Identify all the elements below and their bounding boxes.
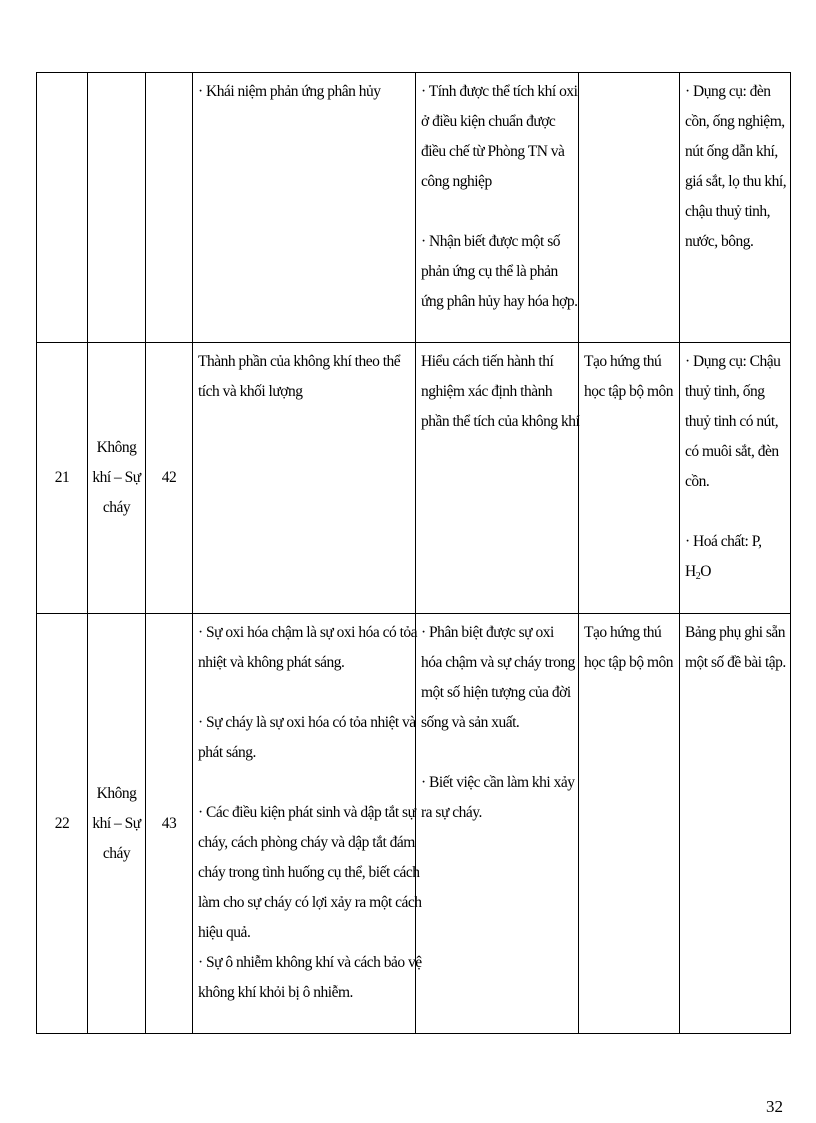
attitude-cell [579,73,680,343]
equipment-text-line: nước, bông. [685,233,754,250]
skills-text-line: ra sự cháy. [421,804,482,821]
skills-text-line [421,197,574,227]
equipment-text-line: Bảng phụ ghi sẵn [685,624,786,641]
equipment-text-line: một số đề bài tập. [685,654,786,671]
equipment-cell [680,73,791,343]
knowledge-text-line: cháy trong tình huống cụ thể, biết cách [198,864,420,881]
period-cell [146,343,193,614]
equipment-text-line: cồn, ống nghiệm, [685,113,785,130]
table-row [37,614,791,1034]
skills-text-line: · Biết việc cần làm khi xảy [421,774,575,791]
knowledge-text-line: Thành phần của không khí theo thể [198,353,401,370]
row-number-cell [37,343,88,614]
topic-text-line: khí – Sự [92,469,141,486]
skills-cell [416,73,579,343]
knowledge-text-line: cháy, cách phòng cháy và dập tắt đám [198,834,415,851]
skills-cell [416,343,579,614]
attitude-cell [579,343,680,614]
knowledge-cell [193,614,422,1034]
lesson-plan-table [36,72,791,1034]
knowledge-text-line: · Sự cháy là sự oxi hóa có tỏa nhiệt và [198,714,416,731]
skills-text-line: một số hiện tượng của đời [421,684,571,701]
equipment-text-line: có muôi sắt, đèn [685,443,779,460]
topic-text-line: khí – Sự [92,814,141,832]
equipment-text-line: cồn. [685,473,710,490]
skills-text-line: công nghiệp [421,173,492,190]
knowledge-text-line: nhiệt và không phát sáng. [198,654,345,671]
period-number: 42 [161,469,177,486]
skills-text-line: sống và sản xuất. [421,714,520,731]
attitude-text-line: học tập bộ môn [584,654,673,671]
knowledge-text-line: · Khái niệm phản ứng phân hủy [198,83,381,100]
topic-cell [88,73,146,343]
skills-text-line: Hiểu cách tiến hành thí [421,353,554,370]
skills-text-line: hóa chậm và sự cháy trong [421,654,575,671]
skills-cell [416,614,579,1034]
topic-cell [88,614,146,1034]
table-row [37,73,791,343]
knowledge-cell [193,343,416,614]
skills-text-line: · Nhận biết được một số [421,233,560,250]
equipment-text-line [685,497,786,527]
knowledge-text-line: không khí khỏi bị ô nhiễm. [198,984,353,1001]
attitude-cell [579,614,680,1034]
table-row [37,343,791,614]
topic-cell [88,343,146,614]
knowledge-text-line: · Các điều kiện phát sinh và dập tắt sự [198,804,416,821]
skills-text-line: ứng phân hủy hay hóa hợp. [421,293,578,310]
skills-text-line [421,738,574,768]
equipment-text-line: · Hoá chất: P, [685,533,762,550]
skills-text-line: phản ứng cụ thể là phản [421,263,558,280]
equipment-text-line: · Dụng cụ: đèn [685,83,771,100]
equipment-text-line: · Dụng cụ: Chậu [685,353,781,370]
attitude-text-line: học tập bộ môn [584,383,673,400]
equipment-text-line: chậu thuỷ tinh, [685,203,771,220]
equipment-text-line: giá sắt, lọ thu khí, [685,173,787,190]
knowledge-text-line: hiệu quả. [198,924,251,941]
knowledge-text-line: làm cho sự cháy có lợi xảy ra một cách [198,894,422,911]
skills-text-line: nghiệm xác định thành [421,383,553,400]
skills-text-line: ở điều kiện chuẩn được [421,113,556,130]
row-number: 22 [54,814,70,832]
skills-text-line: · Phân biệt được sự oxi [421,624,554,641]
knowledge-text-line [198,678,411,708]
topic-text-line: Không [96,439,137,456]
row-number-cell [37,614,88,1034]
attitude-text-line: Tạo hứng thú [584,353,662,370]
equipment-cell [680,614,791,1034]
equipment-text-line: nút ống dẫn khí, [685,143,778,160]
chemical-formula: $H_2O$ [685,563,711,582]
knowledge-text-line [198,768,411,798]
skills-text-line: điều chế từ Phòng TN và [421,143,565,160]
topic-text-line: cháy [102,499,131,516]
page-number: 32 [766,1097,783,1116]
equipment-cell [680,343,791,614]
row-number: 21 [54,469,70,486]
topic-text-line: cháy [102,844,131,862]
skills-text-line: phần thể tích của không khí [421,413,580,430]
period-cell [146,614,193,1034]
equipment-text-line: thuỷ tinh có nút, [685,413,779,430]
knowledge-text-line: · Sự oxi hóa chậm là sự oxi hóa có tỏa [198,624,418,641]
knowledge-text-line: · Sự ô nhiễm không khí và cách bảo vệ [198,954,422,971]
attitude-text-line: Tạo hứng thú [584,624,662,641]
knowledge-cell [193,73,416,343]
knowledge-text-line: phát sáng. [198,744,256,761]
row-number-cell [37,73,88,343]
knowledge-text-line: tích và khối lượng [198,383,303,400]
period-cell [146,73,193,343]
skills-text-line: · Tính được thể tích khí oxi [421,83,578,100]
topic-text-line: Không [96,784,137,802]
equipment-text-line: thuỷ tinh, ống [685,383,765,400]
period-number: 43 [161,814,177,832]
